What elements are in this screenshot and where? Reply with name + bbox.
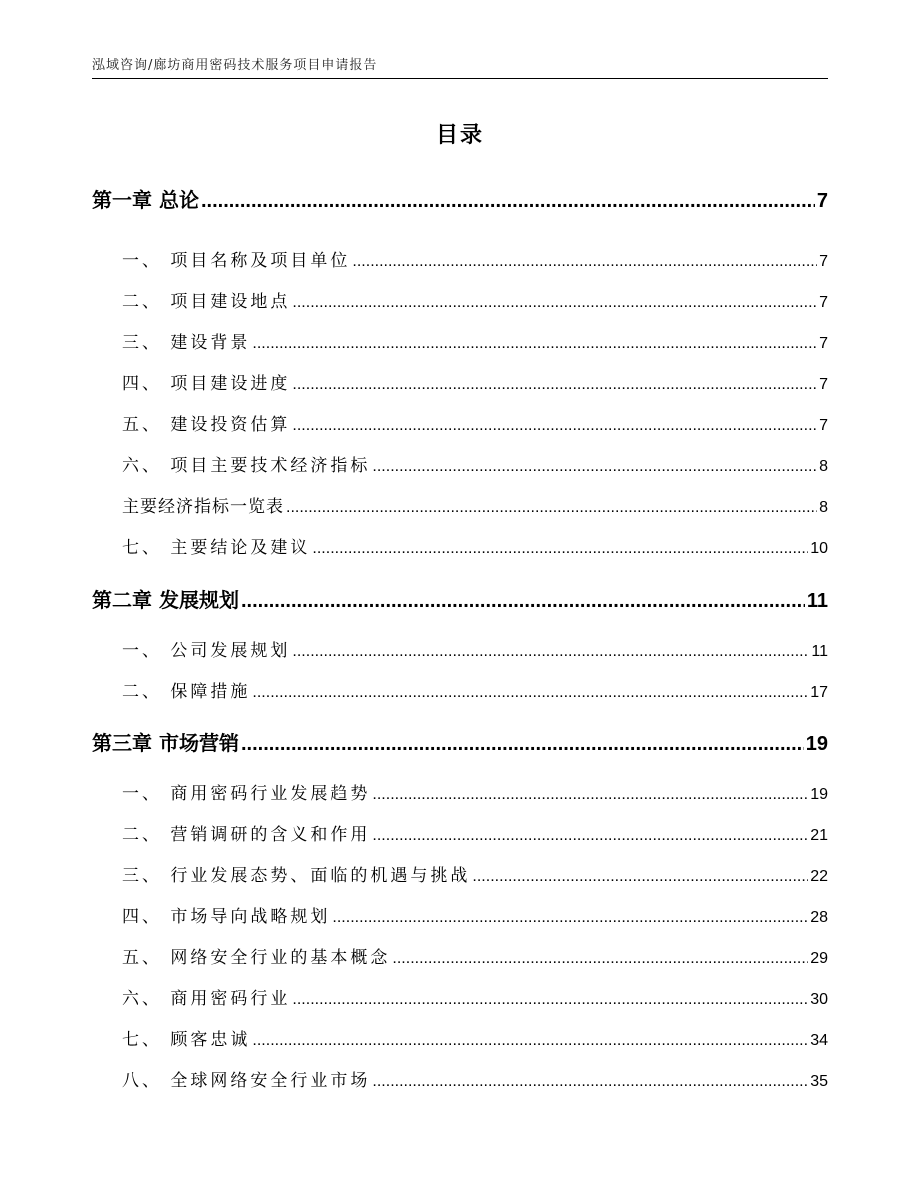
toc-leader — [252, 684, 808, 702]
toc-section[interactable] — [122, 533, 828, 558]
toc-page-number: 7 — [819, 417, 828, 434]
toc-page-number: 7 — [819, 253, 828, 270]
toc-page-number: 17 — [810, 684, 828, 701]
toc-leader — [352, 253, 817, 271]
toc-page-number: 8 — [819, 458, 828, 475]
toc-section[interactable] — [122, 246, 828, 271]
toc-leader — [392, 950, 808, 968]
toc-page-number: 11 — [811, 643, 828, 660]
toc-chapter-2[interactable] — [92, 584, 828, 613]
toc-leader — [241, 590, 805, 613]
toc-section[interactable] — [122, 410, 828, 435]
toc-leader — [286, 499, 817, 517]
toc-section[interactable] — [122, 677, 828, 702]
toc-section[interactable] — [122, 984, 828, 1009]
toc-chapter-1[interactable] — [92, 184, 828, 213]
toc-label: 第二章 发展规划 — [92, 588, 239, 612]
toc-page-number: 7 — [816, 190, 828, 212]
toc-page-number: 30 — [810, 991, 828, 1008]
page-title: 目录 — [435, 123, 484, 148]
toc-page-number: 35 — [810, 1073, 828, 1090]
toc-label: 二、 保障措施 — [122, 682, 251, 702]
toc-leader — [292, 417, 817, 435]
toc-label: 第三章 市场营销 — [92, 731, 239, 755]
toc-label: 三、 建设背景 — [122, 333, 251, 353]
toc-label: 五、 建设投资估算 — [122, 415, 291, 435]
toc-section[interactable] — [122, 861, 828, 886]
toc-leader — [332, 909, 808, 927]
toc-leader — [292, 643, 809, 661]
toc-section[interactable] — [122, 492, 828, 517]
toc-leader — [252, 1032, 808, 1050]
toc-leader — [252, 335, 817, 353]
toc-leader — [201, 190, 815, 213]
toc-page-number: 29 — [810, 950, 828, 967]
toc-label: 一、 项目名称及项目单位 — [122, 251, 351, 271]
toc-leader — [372, 827, 808, 845]
toc-page-number: 7 — [819, 335, 828, 352]
toc-label: 八、 全球网络安全行业市场 — [122, 1071, 371, 1091]
toc-leader — [312, 540, 808, 558]
toc-page-number: 7 — [819, 294, 828, 311]
toc-label: 二、 营销调研的含义和作用 — [122, 825, 371, 845]
toc-page-number: 7 — [819, 376, 828, 393]
toc-section[interactable] — [122, 451, 828, 476]
toc-page-number: 19 — [805, 733, 828, 755]
toc-section[interactable] — [122, 779, 828, 804]
toc-section[interactable] — [122, 369, 828, 394]
toc-page-number: 19 — [810, 786, 828, 803]
toc-page-number: 8 — [819, 499, 828, 516]
toc-label: 主要经济指标一览表 — [122, 497, 284, 517]
toc-label: 七、 顾客忠诚 — [122, 1030, 251, 1050]
running-header: 泓域咨询/廊坊商用密码技术服务项目申请报告 — [92, 58, 378, 73]
toc-label: 二、 项目建设地点 — [122, 292, 291, 312]
toc-label: 一、 公司发展规划 — [122, 641, 291, 661]
toc-chapter-3[interactable] — [92, 727, 828, 756]
toc-leader — [372, 786, 808, 804]
toc-section[interactable] — [122, 1025, 828, 1050]
toc-section[interactable] — [122, 287, 828, 312]
toc-page-number: 11 — [806, 590, 828, 612]
toc-section[interactable] — [122, 820, 828, 845]
toc-leader — [372, 458, 817, 476]
toc-label: 五、 网络安全行业的基本概念 — [122, 948, 391, 968]
toc-leader — [241, 733, 804, 756]
toc-page-number: 28 — [810, 909, 828, 926]
toc-label: 四、 项目建设进度 — [122, 374, 291, 394]
toc-label: 四、 市场导向战略规划 — [122, 907, 331, 927]
toc-section[interactable] — [122, 943, 828, 968]
toc-page-number: 10 — [810, 540, 828, 557]
toc-label: 七、 主要结论及建议 — [122, 538, 311, 558]
toc-leader — [292, 376, 817, 394]
toc-label: 第一章 总论 — [92, 188, 199, 212]
toc-label: 一、 商用密码行业发展趋势 — [122, 784, 371, 804]
toc-section[interactable] — [122, 1066, 828, 1091]
toc-leader — [372, 1073, 808, 1091]
toc-section[interactable] — [122, 902, 828, 927]
toc-page-number: 34 — [810, 1032, 828, 1049]
toc-section[interactable] — [122, 636, 828, 661]
toc-page-number: 21 — [810, 827, 828, 844]
toc-leader — [292, 991, 808, 1009]
toc-label: 六、 商用密码行业 — [122, 989, 291, 1009]
toc-page-number: 22 — [810, 868, 828, 885]
toc-leader — [472, 868, 808, 886]
toc-label: 三、 行业发展态势、面临的机遇与挑战 — [122, 866, 471, 886]
header-rule — [92, 78, 828, 79]
toc-leader — [292, 294, 817, 312]
toc-label: 六、 项目主要技术经济指标 — [122, 456, 371, 476]
toc-section[interactable] — [122, 328, 828, 353]
